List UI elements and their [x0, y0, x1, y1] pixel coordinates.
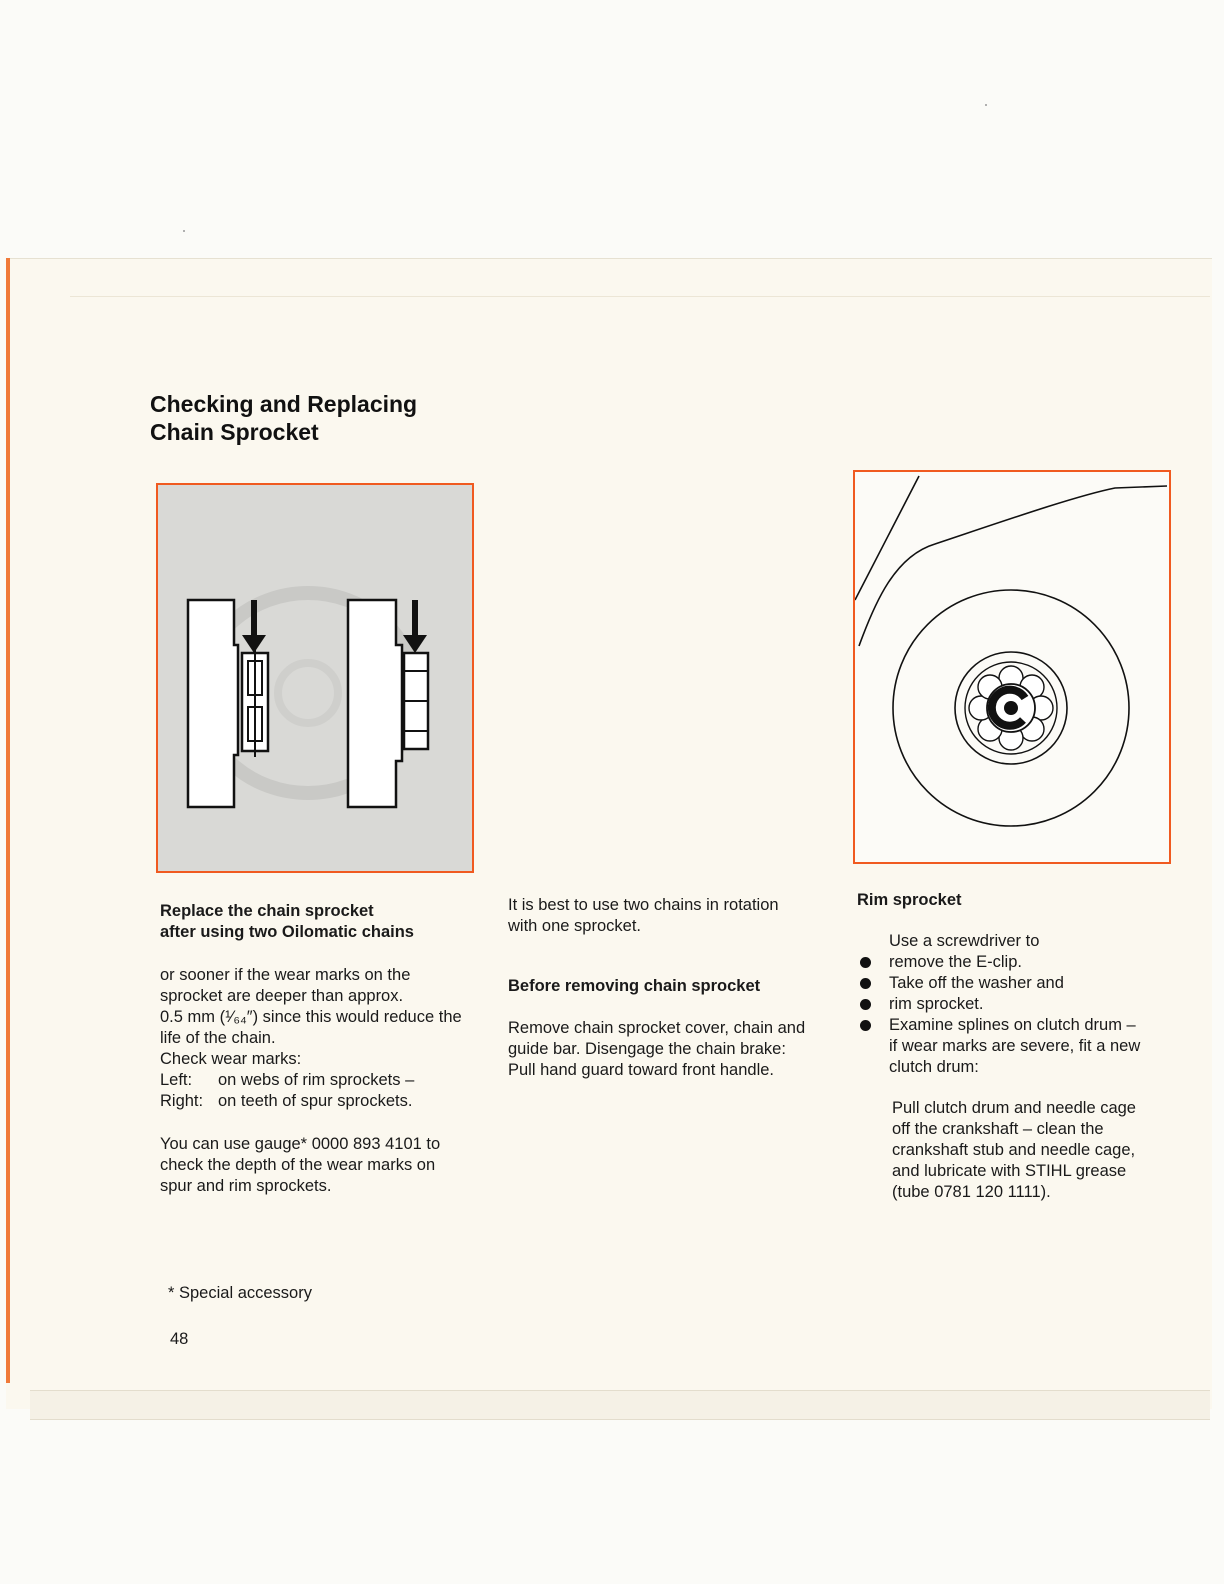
left-column [160, 901, 490, 1197]
scan-speck [183, 230, 185, 232]
wear-mark-left: Left: on webs of rim sprockets – [160, 1071, 415, 1089]
middle-column [508, 895, 838, 1081]
step-line: Take off the washer and [857, 973, 1187, 994]
page-inner-edge [70, 296, 1210, 297]
wear-depth-paragraph: or sooner if the wear marks on the sprocket are deeper than approx. 0.5 mm (¹⁄₆₄″) since this would reduce the life of the chain. Check wear marks: [160, 966, 462, 1068]
replace-sprocket-heading: Replace the chain sprocket after using two Oilomatic chains [160, 902, 414, 941]
step-line: Examine splines on clutch drum – [857, 1015, 1187, 1036]
before-removing-heading: Before removing chain sprocket [508, 977, 761, 995]
page-edge-stripe [6, 258, 10, 1383]
step-line: if wear marks are severe, fit a new [889, 1037, 1141, 1055]
saw-housing-line [855, 476, 919, 600]
rim-sprocket-figure [853, 470, 1171, 864]
rim-sprocket-steps [857, 931, 1187, 1078]
saw-housing-curve [859, 486, 1167, 646]
step-line: remove the E-clip. [857, 952, 1187, 973]
page-title [150, 390, 417, 446]
gauge-paragraph: You can use gauge* 0000 893 4101 to check the depth of the wear marks on spur and rim sprockets. [160, 1135, 441, 1195]
background-sprocket-hub [278, 663, 338, 723]
before-removing-paragraph: Remove chain sprocket cover, chain and guide bar. Disengage the chain brake: Pull hand guard toward front handle. [508, 1019, 806, 1079]
scan-speck [985, 104, 987, 106]
title-line-1: Checking and Replacing [150, 391, 418, 417]
step-line: rim sprocket. [857, 994, 1187, 1015]
title-line-2: Chain Sprocket [150, 419, 319, 445]
step-line: clutch drum: [889, 1058, 979, 1076]
rotation-paragraph: It is best to use two chains in rotation with one sprocket. [508, 896, 779, 935]
page-number: 48 [170, 1330, 189, 1348]
wear-marks-illustration [158, 485, 472, 871]
wear-mark-right: Right: on teeth of spur sprockets. [160, 1092, 413, 1110]
rim-sprocket-illustration [855, 472, 1169, 862]
footnote: * Special accessory [168, 1284, 312, 1302]
rim-sprocket-heading: Rim sprocket [857, 891, 962, 909]
wear-marks-figure [156, 483, 474, 873]
right-column [857, 890, 1187, 1203]
clutch-drum-paragraph: Pull clutch drum and needle cage off the crankshaft – clean the crankshaft stub and needle cage, and lubricate with STIHL grease (tube 0781 120 1111). [892, 1099, 1136, 1201]
page-bottom-edge [30, 1390, 1210, 1420]
step-line: Use a screwdriver to [889, 932, 1040, 950]
